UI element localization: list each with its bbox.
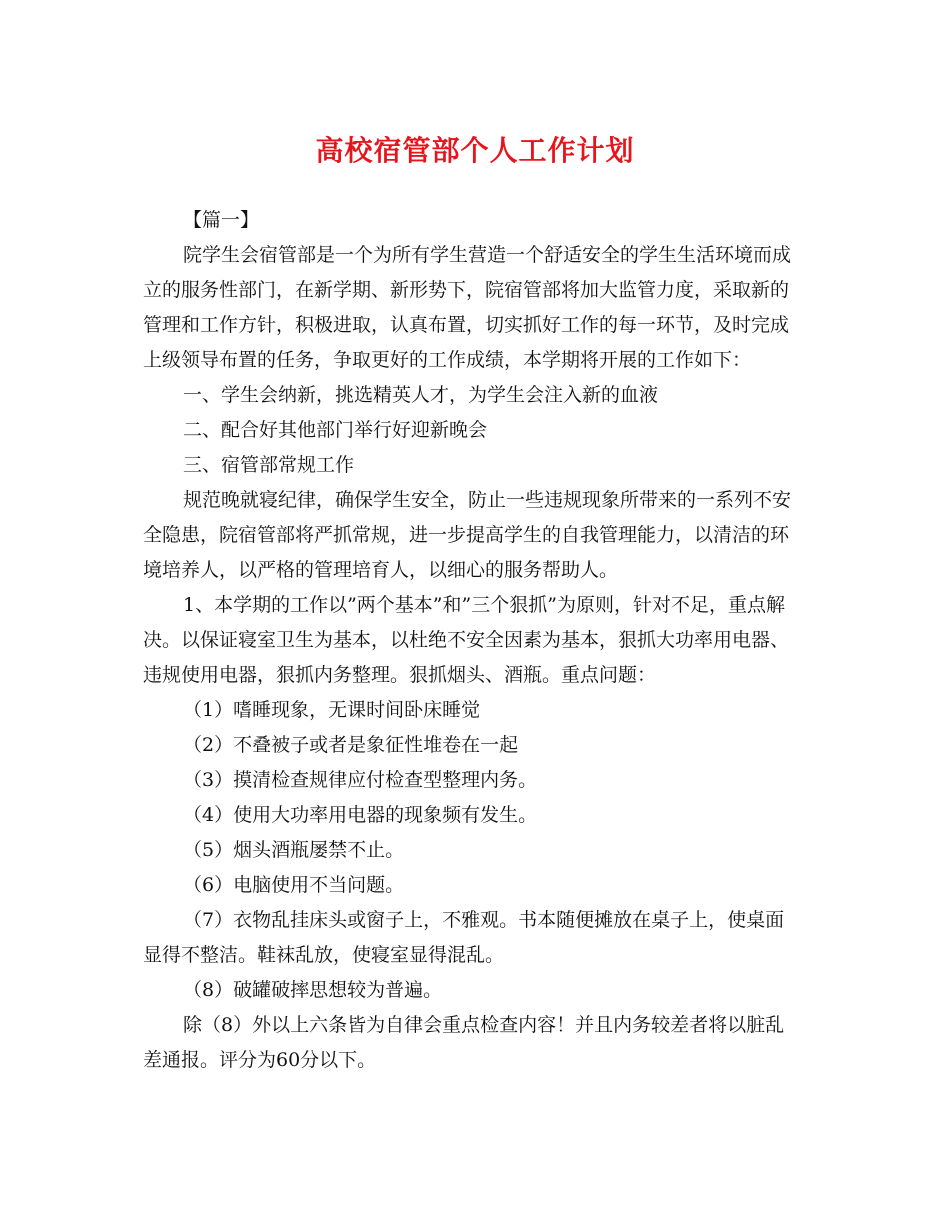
plan-item-3: 三、宿管部常规工作 [183,454,355,476]
document-body [143,203,803,1078]
problem-item: （8）破罐破摔思想较为普遍。 [183,979,443,1001]
problem-item: （2）不叠被子或者是象征性堆卷在一起 [183,734,519,756]
problem-item: （1）嗜睡现象，无课时间卧床睡觉 [183,699,481,721]
section-label: 【篇一】 [183,209,260,231]
regular-work-paragraph: 规范晚就寝纪律，确保学生安全，防止一些违规现象所带来的一系列不安全隐患，院宿管部将严抓常规，进一步提高学生的自我管理能力，以清洁的环境培养人，以严格的管理培育人，以细心的服务帮助人。 [143,489,792,581]
plan-item-2: 二、配合好其他部门举行好迎新晚会 [183,419,488,441]
problem-item: （4）使用大功率用电器的现象频有发生。 [183,804,538,826]
problem-item: （6）电脑使用不当问题。 [183,874,405,896]
problem-item: （5）烟头酒瓶屡禁不止。 [183,839,405,861]
document-title: 高校宿管部个人工作计划 [315,134,635,167]
problem-item: （3）摸清检查规律应付检查型整理内务。 [183,769,538,791]
principle-paragraph: 1、本学期的工作以”两个基本”和”三个狠抓”为原则，针对不足，重点解决。以保证寝室卫生为基本，以杜绝不安全因素为基本，狠抓大功率用电器、违规使用电器，狠抓内务整理。狠抓烟头、酒瓶。重点问题： [143,594,790,686]
conclusion-paragraph: 除（8）外以上六条皆为自律会重点检查内容！并且内务较差者将以脏乱差通报。评分为60分以下。 [143,1014,785,1071]
intro-paragraph: 院学生会宿管部是一个为所有学生营造一个舒适安全的学生生活环境而成立的服务性部门，在新学期、新形势下，院宿管部将加大监管力度，采取新的管理和工作方针，积极进取，认真布置，切实抓好工作的每一环节，及时完成上级领导布置的任务，争取更好的工作成绩，本学期将开展的工作如下： [143,244,792,371]
problem-item: （7）衣物乱挂床头或窗子上，不雅观。书本随便摊放在桌子上，使桌面显得不整洁。鞋袜乱放，使寝室显得混乱。 [143,909,785,966]
plan-item-1: 一、学生会纳新，挑选精英人才，为学生会注入新的血液 [183,384,659,406]
